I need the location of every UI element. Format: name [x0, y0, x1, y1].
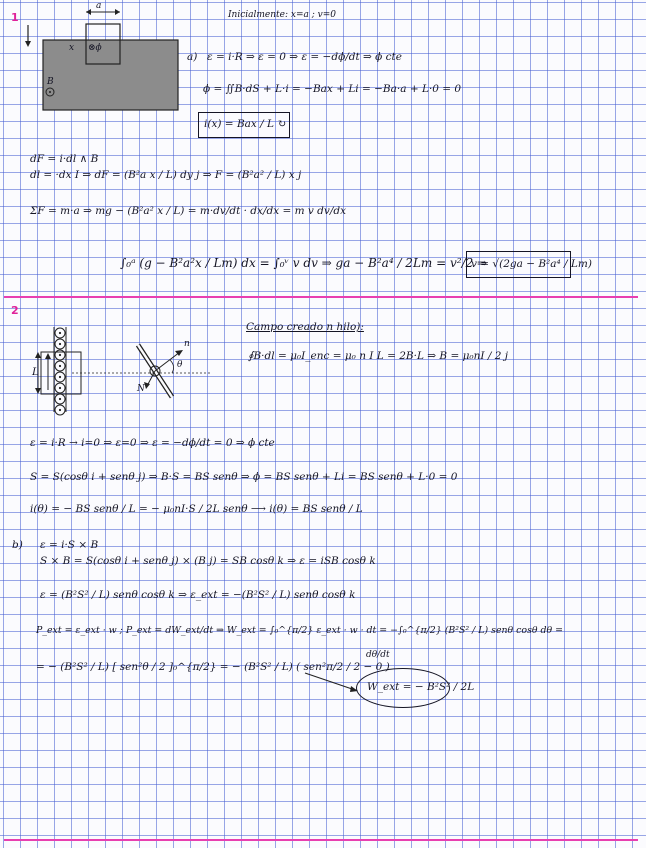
- work-integral-line: P_ext = ε_ext · w ; P_ext = dW_ext/dt ⇒ W_ext = ∫₀^{π/2} ε_ext · w · dt = −∫₀^{π/2} (B²S² / L) senθ cosθ dθ =: [36, 625, 563, 636]
- cross-product-line: S × B = S(cosθ i + senθ j) × (B j) = SB cosθ k ⇒ ε = iSB cosθ k: [40, 555, 376, 567]
- force-element-line: dF = i·dl ∧ B: [30, 153, 99, 165]
- work-result-ellipse: [356, 668, 475, 708]
- normal-label: n: [184, 339, 190, 349]
- current-result-box: [198, 112, 290, 138]
- x-label: x: [69, 43, 75, 53]
- current-line: i(θ) = − BS senθ / L = − μ₀nI·S / 2L senθ ⟶ i(θ) = BS senθ / L: [30, 503, 363, 515]
- ampere-line: ∮B·dl = μ₀I_enc = μ₀ n I L = 2B·L ⇒ B = μ₀nI / 2 j: [248, 350, 509, 362]
- out-label: N: [137, 384, 145, 394]
- initial-conditions: Inicialmente: x=a ; v=0: [228, 10, 336, 20]
- bottom-margin-line: [4, 839, 638, 841]
- dtheta-dt-note: dθ/dt: [366, 650, 390, 660]
- part-label: a): [187, 51, 198, 63]
- gray-rectangle-region: [43, 40, 178, 110]
- flux-symbol: ⊗ϕ: [88, 43, 102, 53]
- flux-line: S = S(cosθ i + senθ j) ⇒ B·S = BS senθ ⇒ ϕ = BS senθ + Li = BS senθ + L·0 = 0: [30, 471, 458, 483]
- torque-line: ε = i·S × B: [40, 539, 99, 551]
- b-field-label: B: [47, 77, 54, 87]
- length-label: L: [32, 366, 39, 378]
- problem-number: 2: [11, 304, 19, 317]
- current-result: i(x) = Bax / L ↻: [204, 118, 287, 130]
- section-divider: [4, 296, 638, 298]
- angle-label: θ: [177, 360, 183, 370]
- dimension-label: a: [96, 1, 102, 11]
- part-label: b): [12, 539, 23, 551]
- external-torque-line: ε = (B²S² / L) senθ cosθ k ⇒ ε_ext = −(B²S² / L) senθ cosθ k: [40, 589, 356, 601]
- field-heading: Campo creado n hilo):: [246, 321, 364, 333]
- force-line: dl = ·dx I ⇒ dF = (B²a x / L) dy j ⇒ F = (B²a² / L) x j: [30, 169, 302, 181]
- emf-line: ε = i·R ⇒ ε = 0 ⇒ ε = −dϕ/dt ⇒ ϕ cte: [207, 51, 402, 63]
- flux-line: ϕ = ∬B·dS + L·i = −Bax + Li = −Ba·a + L·0 = 0: [203, 83, 462, 95]
- integral-line: ∫₀ᵃ (g − B²a²x / Lm) dx = ∫₀ᵛ v dv ⇒ ga − B²a⁴ / 2Lm = v²/2 ⇒: [120, 256, 488, 270]
- newton-line: ΣF = m·a ⇒ mg − (B²a² x / L) = m·dv/dt · dx/dx = m v dv/dx: [30, 205, 346, 217]
- velocity-result-box: [466, 251, 592, 278]
- work-evaluation-line: = − (B²S² / L) [ sen²θ / 2 ]₀^{π/2} = − (B²S² / L) ( sen²π/2 / 2 − 0 ): [36, 661, 390, 673]
- problem-number: 1: [11, 11, 19, 24]
- velocity-result: v = √(2ga − B²a⁴ / Lm): [471, 258, 592, 270]
- work-result: W_ext = − B²S² / 2L: [367, 681, 475, 693]
- emf-line: ε = i·R → i=0 ⇒ ε=0 ⇒ ε = −dϕ/dt = 0 ⇒ ϕ cte: [30, 437, 275, 449]
